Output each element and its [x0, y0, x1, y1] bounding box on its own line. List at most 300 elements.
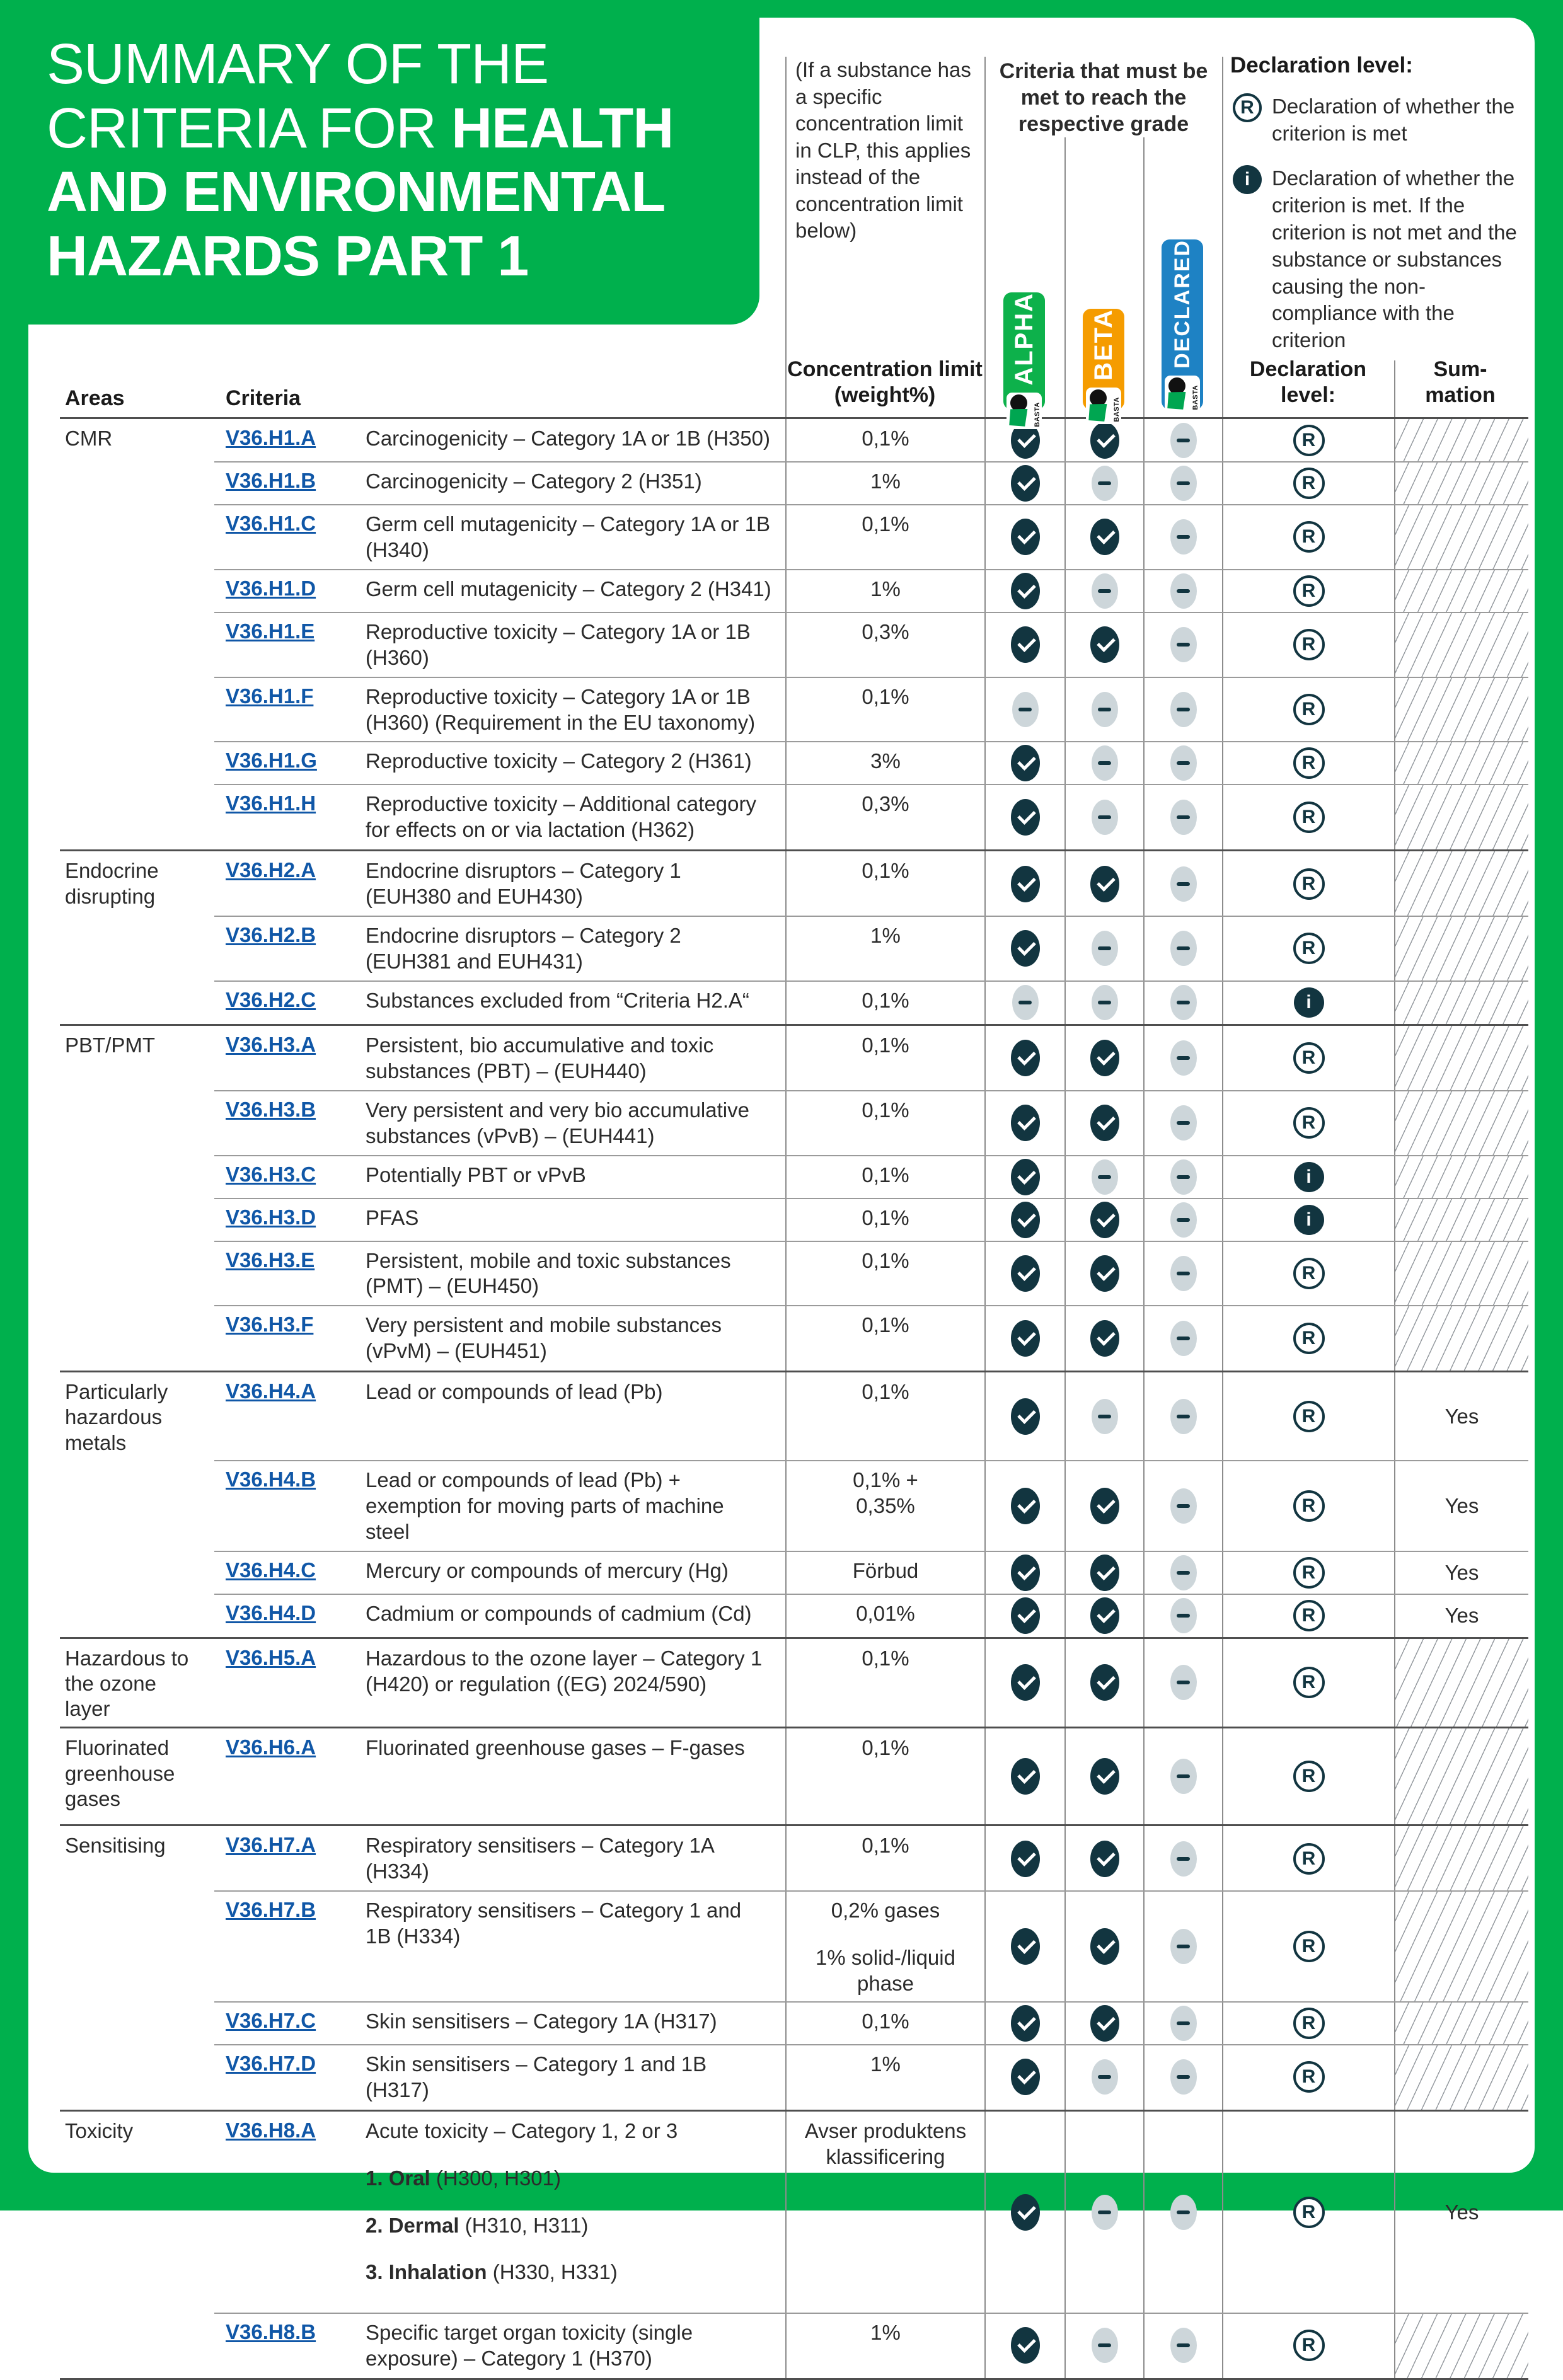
concentration-limit-cell [785, 570, 984, 612]
criteria-description-paragraph: Reproductive toxicity – Category 2 (H361) [366, 749, 752, 773]
alpha-grade-cell [984, 2112, 1064, 2313]
summation-cell [1394, 1306, 1528, 1371]
r-circle-icon: R [1293, 1258, 1325, 1289]
divider [1394, 360, 1395, 417]
r-circle-icon: R [1293, 1401, 1325, 1432]
grade-badge-alpha [1003, 292, 1045, 427]
r-circle-icon: R [1233, 93, 1262, 122]
alpha-grade-cell [984, 1551, 1064, 1594]
criteria-code-link[interactable]: V36.H7.C [226, 2008, 316, 2032]
summation-cell [1394, 1156, 1528, 1199]
concentration-limit-cell [785, 1241, 984, 1306]
summation-cell [1394, 1639, 1528, 1727]
criteria-description-paragraph: Lead or compounds of lead (Pb) + exemption for moving parts of machine steel [366, 1468, 724, 1543]
declared-grade-cell [1143, 570, 1222, 612]
criteria-code-cell [214, 981, 366, 1024]
table-row [60, 1637, 1528, 1727]
concentration-limit-value: 0,1% [862, 1313, 909, 1337]
beta-grade-cell [1064, 1728, 1143, 1824]
concentration-limit-cell [785, 1026, 984, 1091]
basta-logo-text: BASTA [1192, 385, 1199, 410]
concentration-limit-value: 0,1% [862, 1834, 909, 1858]
declared-grade-cell [1143, 2112, 1222, 2313]
criterion-met-check-icon [1011, 1105, 1040, 1141]
criteria-code-cell [214, 570, 366, 612]
concentration-limit-cell [785, 1306, 984, 1371]
concentration-limit-value: 0,1% [862, 859, 909, 883]
criteria-description-paragraph: Mercury or compounds of mercury (Hg) [366, 1558, 729, 1582]
criterion-met-check-icon [1090, 1758, 1119, 1795]
table-row [60, 2110, 1528, 2313]
beta-grade-cell [1064, 2002, 1143, 2045]
criteria-description-cell [366, 851, 785, 916]
declared-grade-cell [1143, 1551, 1222, 1594]
grade-badge-beta [1083, 309, 1124, 422]
criteria-code-cell [214, 742, 366, 785]
alpha-grade-cell [984, 916, 1064, 981]
basta-logo-text: BASTA [1113, 397, 1121, 422]
declaration-level-cell [1222, 981, 1394, 1024]
legend-item-text: Declaration of whether the criterion is met. If the criterion is not met and the substance or substances causing the non-compliance with the criterion [1272, 166, 1517, 352]
r-circle-icon: R [1293, 1107, 1325, 1139]
declared-grade-cell [1143, 1461, 1222, 1551]
summation-cell [1394, 785, 1528, 849]
criteria-code-cell [214, 2313, 366, 2378]
info-circle-icon: i [1294, 1162, 1324, 1192]
summation-value: Yes [1445, 2200, 1479, 2224]
table-row [60, 1824, 1528, 1891]
criterion-not-applicable-dash-icon [1170, 866, 1197, 902]
criteria-code-link[interactable]: V36.H1.A [226, 426, 316, 449]
area-cell [60, 2045, 214, 2110]
declared-grade-cell [1143, 981, 1222, 1024]
criteria-code-cell [214, 419, 366, 462]
alpha-grade-cell [984, 1372, 1064, 1461]
beta-grade-cell [1064, 505, 1143, 570]
r-circle-icon: R [1293, 868, 1325, 900]
criteria-code-link[interactable]: V36.H2.B [226, 923, 316, 947]
concentration-limit-value: 0,3% [862, 619, 909, 643]
r-circle-icon: R [1293, 2061, 1325, 2093]
criterion-not-applicable-dash-icon [1012, 692, 1039, 727]
divider [1222, 57, 1223, 417]
table-row [60, 981, 1528, 1024]
criterion-not-applicable-dash-icon [1170, 2059, 1197, 2095]
criteria-code-link[interactable]: V36.H7.D [226, 2051, 316, 2075]
summation-cell [1394, 2045, 1528, 2110]
area-cell [60, 2313, 214, 2378]
declaration-level-cell [1222, 1461, 1394, 1551]
criteria-code-cell [214, 851, 366, 916]
criteria-description-paragraph: Germ cell mutagenicity – Category 1A or 1B (H340) [366, 512, 770, 561]
summation-cell [1394, 1461, 1528, 1551]
criteria-code-link[interactable]: V36.H8.A [226, 2118, 316, 2142]
summation-value: Yes [1445, 1405, 1479, 1428]
criterion-met-check-icon [1090, 1928, 1119, 1965]
criteria-description-cell [366, 1372, 785, 1461]
concentration-limit-value: 0,1% [862, 684, 909, 708]
r-circle-icon: R [1293, 575, 1325, 607]
beta-grade-cell [1064, 1639, 1143, 1727]
criteria-code-link[interactable]: V36.H6.A [226, 1735, 316, 1759]
criterion-not-applicable-dash-icon [1092, 800, 1118, 835]
criteria-code-cell [214, 1306, 366, 1371]
summation-cell [1394, 462, 1528, 505]
area-cell: Endocrine disrupting [65, 859, 159, 908]
alpha-grade-cell [984, 1241, 1064, 1306]
area-cell: CMR [65, 427, 113, 450]
criterion-met-check-icon [1090, 422, 1119, 459]
criteria-code-link[interactable]: V36.H1.H [226, 791, 316, 815]
criteria-code-link[interactable]: V36.H4.D [226, 1601, 316, 1624]
declaration-level-cell [1222, 1594, 1394, 1637]
declared-grade-cell [1143, 1639, 1222, 1727]
beta-grade-cell [1064, 1594, 1143, 1637]
declaration-level-cell [1222, 1156, 1394, 1199]
alpha-grade-cell [984, 612, 1064, 677]
criterion-not-applicable-dash-icon [1092, 985, 1118, 1020]
criterion-met-check-icon [1090, 1255, 1119, 1292]
criterion-met-check-icon [1011, 626, 1040, 663]
r-circle-icon: R [1293, 1843, 1325, 1875]
alpha-grade-cell [984, 462, 1064, 505]
criterion-met-check-icon [1011, 2005, 1040, 2042]
grade-badges [984, 55, 1222, 427]
criteria-code-link[interactable]: V36.H3.D [226, 1205, 316, 1229]
criteria-description-paragraph: Endocrine disruptors – Category 2 (EUH381 and EUH431) [366, 924, 681, 973]
criteria-code-link[interactable]: V36.H1.G [226, 749, 317, 773]
criteria-code-link[interactable]: V36.H1.F [226, 684, 314, 708]
criteria-code-cell [214, 1594, 366, 1637]
r-circle-icon: R [1293, 802, 1325, 833]
criteria-description-paragraph: Respiratory sensitisers – Category 1 and 1B (H334) [366, 1899, 742, 1948]
info-circle-icon: i [1294, 1205, 1324, 1235]
criteria-code-link[interactable]: V36.H4.C [226, 1558, 316, 1582]
summation-cell [1394, 1241, 1528, 1306]
alpha-grade-cell [984, 1728, 1064, 1824]
clp-note: (If a substance has a specific concentration limit in CLP, this applies instead of the concentration limit below) [795, 58, 971, 243]
r-circle-icon: R [1293, 933, 1325, 964]
summation-cell [1394, 505, 1528, 570]
table-row [60, 612, 1528, 677]
area-cell: Particularly hazardous metals [65, 1380, 168, 1454]
r-circle-icon: R [1293, 521, 1325, 553]
concentration-limit-cell [785, 2045, 984, 2110]
concentration-limit-value: Avser produktens klassificering [804, 2118, 967, 2168]
criteria-description-cell [366, 1091, 785, 1156]
criteria-description-paragraph: Carcinogenicity – Category 2 (H351) [366, 469, 702, 493]
criteria-code-link[interactable]: V36.H3.F [226, 1313, 314, 1337]
criteria-description-paragraph: Persistent, mobile and toxic substances (PMT) – (EUH450) [366, 1248, 731, 1298]
declaration-level-cell [1222, 2002, 1394, 2045]
criteria-code-cell [214, 677, 366, 742]
criteria-code-cell [214, 1156, 366, 1199]
criteria-description-cell [366, 1241, 785, 1306]
criteria-description-cell [366, 2002, 785, 2045]
criteria-description-paragraph: Skin sensitisers – Category 1A (H317) [366, 2009, 717, 2033]
criteria-code-link[interactable]: V36.H4.A [226, 1379, 316, 1403]
criterion-met-check-icon [1090, 1320, 1119, 1357]
criteria-code-cell [214, 1241, 366, 1306]
criteria-description-paragraph: 3. Inhalation (H330, H331) [366, 2260, 618, 2284]
area-cell: Hazardous to the ozone layer [65, 1646, 189, 1721]
criteria-code-cell [214, 462, 366, 505]
grade-badge-declared [1162, 239, 1203, 410]
r-circle-icon: R [1293, 425, 1325, 456]
declaration-level-cell [1222, 1891, 1394, 2002]
beta-grade-cell [1064, 1551, 1143, 1594]
beta-grade-cell [1064, 677, 1143, 742]
criteria-code-cell [214, 2002, 366, 2045]
criteria-description-paragraph: Reproductive toxicity – Category 1A or 1B (H360) [366, 619, 751, 669]
criterion-met-check-icon [1011, 573, 1040, 609]
criteria-code-link[interactable]: V36.H3.B [226, 1097, 316, 1121]
alpha-grade-cell [984, 505, 1064, 570]
criterion-not-applicable-dash-icon [1092, 2328, 1118, 2363]
alpha-grade-cell [984, 742, 1064, 785]
criterion-not-applicable-dash-icon [1092, 931, 1118, 966]
concentration-limit-cell [785, 1891, 984, 2002]
criterion-not-applicable-dash-icon [1170, 1202, 1197, 1238]
beta-grade-cell [1064, 570, 1143, 612]
r-circle-icon: R [1293, 2330, 1325, 2361]
criteria-description-cell [366, 1728, 785, 1824]
criteria-description-cell [366, 2112, 785, 2313]
table-row [60, 1241, 1528, 1306]
table-row [60, 1551, 1528, 1594]
criteria-description-paragraph: Specific target organ toxicity (single exposure) – Category 1 (H370) [366, 2320, 693, 2370]
area-cell [60, 570, 214, 612]
criterion-not-applicable-dash-icon [1092, 573, 1118, 609]
concentration-limit-cell [785, 1826, 984, 1891]
declared-grade-cell [1143, 1156, 1222, 1199]
criterion-met-check-icon [1011, 1928, 1040, 1965]
summation-cell [1394, 1372, 1528, 1461]
alpha-grade-cell [984, 1026, 1064, 1091]
summation-cell [1394, 1826, 1528, 1891]
criteria-description-cell [366, 677, 785, 742]
criterion-met-check-icon [1011, 465, 1040, 502]
criterion-not-applicable-dash-icon [1170, 1759, 1197, 1794]
concentration-limit-value: 0,1% [862, 988, 909, 1012]
criterion-not-applicable-dash-icon [1170, 423, 1197, 458]
criteria-description-paragraph: Acute toxicity – Category 1, 2 or 3 [366, 2118, 678, 2142]
criteria-code-cell [214, 1372, 366, 1461]
criteria-code-link[interactable]: V36.H1.D [226, 576, 316, 600]
concentration-limit-cell [785, 1156, 984, 1199]
summation-cell [1394, 570, 1528, 612]
declared-grade-cell [1143, 2002, 1222, 2045]
beta-grade-cell [1064, 1091, 1143, 1156]
concentration-limit-cell [785, 2112, 984, 2313]
table-row [60, 1156, 1528, 1199]
table-row [60, 1091, 1528, 1156]
grade-badge-label: DECLARED [1170, 239, 1194, 369]
criterion-met-check-icon [1011, 930, 1040, 967]
criteria-description-paragraph: Cadmium or compounds of cadmium (Cd) [366, 1601, 752, 1625]
area-cell: Toxicity [65, 2118, 134, 2142]
grade-criteria-note: Criteria that must be met to reach the respective grade [999, 59, 1208, 137]
legend-item-text: Declaration of whether the criterion is met [1272, 95, 1515, 145]
alpha-grade-cell [984, 677, 1064, 742]
criteria-code-link[interactable]: V36.H7.A [226, 1833, 316, 1857]
criteria-code-cell [214, 1728, 366, 1824]
concentration-limit-cell [785, 2002, 984, 2045]
concentration-limit-value: 0,1% [862, 1098, 909, 1122]
r-circle-icon: R [1293, 1761, 1325, 1792]
criteria-code-link[interactable]: V36.H8.B [226, 2320, 316, 2343]
declaration-level-cell [1222, 916, 1394, 981]
beta-grade-cell [1064, 419, 1143, 462]
criteria-description-cell [366, 1639, 785, 1727]
criterion-not-applicable-dash-icon [1170, 985, 1197, 1020]
summation-cell [1394, 981, 1528, 1024]
area-cell [60, 1551, 214, 1594]
alpha-grade-cell [984, 785, 1064, 849]
declared-grade-cell [1143, 505, 1222, 570]
criterion-not-applicable-dash-icon [1012, 985, 1039, 1020]
concentration-limit-value: 1% solid-/liquid phase [816, 1946, 955, 1995]
criteria-description-paragraph: Respiratory sensitisers – Category 1A (H334) [366, 1834, 714, 1883]
summation-cell [1394, 677, 1528, 742]
area-cell: Fluorinated greenhouse gases [65, 1736, 175, 1810]
declared-grade-cell [1143, 1594, 1222, 1637]
criteria-code-link[interactable]: V36.H1.E [226, 619, 315, 643]
criterion-not-applicable-dash-icon [1092, 1399, 1118, 1434]
criteria-description-cell [366, 1026, 785, 1091]
table-row [60, 570, 1528, 612]
criteria-description-cell [366, 1461, 785, 1551]
area-cell: Sensitising [65, 1834, 166, 1858]
criteria-description-paragraph: Hazardous to the ozone layer – Category 1 (H420) or regulation ((EG) 2024/590) [366, 1646, 763, 1696]
declaration-level-cell [1222, 1826, 1394, 1891]
criterion-not-applicable-dash-icon [1170, 519, 1197, 555]
legend-title: Declaration level: [1230, 53, 1413, 78]
criterion-not-applicable-dash-icon [1170, 692, 1197, 727]
declaration-level-cell [1222, 2045, 1394, 2110]
area-cell [60, 677, 214, 742]
beta-grade-cell [1064, 1461, 1143, 1551]
beta-grade-cell [1064, 916, 1143, 981]
declared-grade-cell [1143, 851, 1222, 916]
criteria-code-link[interactable]: V36.H3.C [226, 1162, 316, 1186]
summation-cell [1394, 1728, 1528, 1824]
page-title [47, 33, 673, 289]
criterion-not-applicable-dash-icon [1092, 2195, 1118, 2230]
concentration-limit-cell [785, 1199, 984, 1241]
criterion-met-check-icon [1090, 1555, 1119, 1591]
criterion-not-applicable-dash-icon [1170, 931, 1197, 966]
criterion-met-check-icon [1090, 2005, 1119, 2042]
declaration-level-cell [1222, 1639, 1394, 1727]
criteria-description-cell [366, 2313, 785, 2378]
concentration-limit-cell [785, 2313, 984, 2378]
declaration-legend [1230, 53, 1531, 78]
criteria-code-link[interactable]: V36.H1.C [226, 512, 316, 535]
criteria-description-paragraph: 2. Dermal (H310, H311) [366, 2213, 589, 2237]
table-row [60, 742, 1528, 785]
criterion-met-check-icon [1011, 1488, 1040, 1524]
criteria-description-paragraph: Carcinogenicity – Category 1A or 1B (H350) [366, 427, 770, 450]
criterion-not-applicable-dash-icon [1170, 1256, 1197, 1291]
declared-grade-cell [1143, 1091, 1222, 1156]
beta-grade-cell [1064, 1891, 1143, 2002]
declared-grade-cell [1143, 1026, 1222, 1091]
criteria-code-link[interactable]: V36.H3.E [226, 1248, 315, 1272]
concentration-limit-value: 1% [870, 469, 901, 493]
criterion-not-applicable-dash-icon [1170, 1929, 1197, 1964]
criteria-code-link[interactable]: V36.H1.B [226, 469, 316, 492]
area-cell [60, 1891, 214, 2002]
criterion-not-applicable-dash-icon [1170, 1399, 1197, 1434]
criterion-met-check-icon [1011, 2059, 1040, 2095]
criteria-description-bold: 2. Dermal [366, 2213, 459, 2237]
criteria-code-link[interactable]: V36.H7.B [226, 1898, 316, 1922]
table-row [60, 1306, 1528, 1371]
criteria-description-cell [366, 505, 785, 570]
concentration-limit-cell [785, 1461, 984, 1551]
concentration-limit-cell [785, 1728, 984, 1824]
concentration-limit-cell [785, 612, 984, 677]
criteria-description-cell [366, 1199, 785, 1241]
alpha-grade-cell [984, 1156, 1064, 1199]
criteria-code-link[interactable]: V36.H2.A [226, 858, 316, 882]
concentration-limit-cell [785, 419, 984, 462]
criteria-code-link[interactable]: V36.H5.A [226, 1645, 316, 1669]
declaration-level-cell [1222, 677, 1394, 742]
area-cell [60, 742, 214, 785]
criteria-description-cell [366, 462, 785, 505]
criterion-met-check-icon [1011, 745, 1040, 781]
summation-cell [1394, 742, 1528, 785]
criterion-met-check-icon [1011, 866, 1040, 902]
alpha-grade-cell [984, 1826, 1064, 1891]
criteria-code-cell [214, 1026, 366, 1091]
criteria-description-bold: 3. Inhalation [366, 2260, 487, 2284]
area-cell [60, 505, 214, 570]
column-header-areas: Areas [65, 386, 125, 410]
criteria-code-link[interactable]: V36.H3.A [226, 1032, 316, 1056]
table-row [60, 2002, 1528, 2045]
criterion-met-check-icon [1011, 1040, 1040, 1076]
r-circle-icon: R [1293, 1490, 1325, 1522]
declaration-level-cell [1222, 570, 1394, 612]
criteria-code-link[interactable]: V36.H4.B [226, 1467, 316, 1491]
beta-grade-cell [1064, 1199, 1143, 1241]
criteria-description-paragraph: Potentially PBT or vPvB [366, 1163, 586, 1187]
concentration-limit-cell [785, 1594, 984, 1637]
criteria-code-link[interactable]: V36.H2.C [226, 987, 316, 1011]
criterion-not-applicable-dash-icon [1170, 1598, 1197, 1633]
criterion-not-applicable-dash-icon [1170, 2195, 1197, 2230]
table-row [60, 1891, 1528, 2002]
table-row [60, 462, 1528, 505]
table-row [60, 677, 1528, 742]
concentration-limit-value: 0,1% [862, 2009, 909, 2033]
summation-cell [1394, 1091, 1528, 1156]
alpha-grade-cell [984, 1461, 1064, 1551]
basta-logo-dot-icon [1090, 389, 1107, 406]
grade-badge-label: ALPHA [1010, 292, 1038, 386]
declaration-level-cell [1222, 1728, 1394, 1824]
criteria-code-cell [214, 785, 366, 849]
beta-grade-cell [1064, 981, 1143, 1024]
criterion-met-check-icon [1011, 799, 1040, 836]
beta-grade-cell [1064, 1241, 1143, 1306]
declaration-level-cell [1222, 1026, 1394, 1091]
table-row [60, 1594, 1528, 1637]
alpha-grade-cell [984, 981, 1064, 1024]
